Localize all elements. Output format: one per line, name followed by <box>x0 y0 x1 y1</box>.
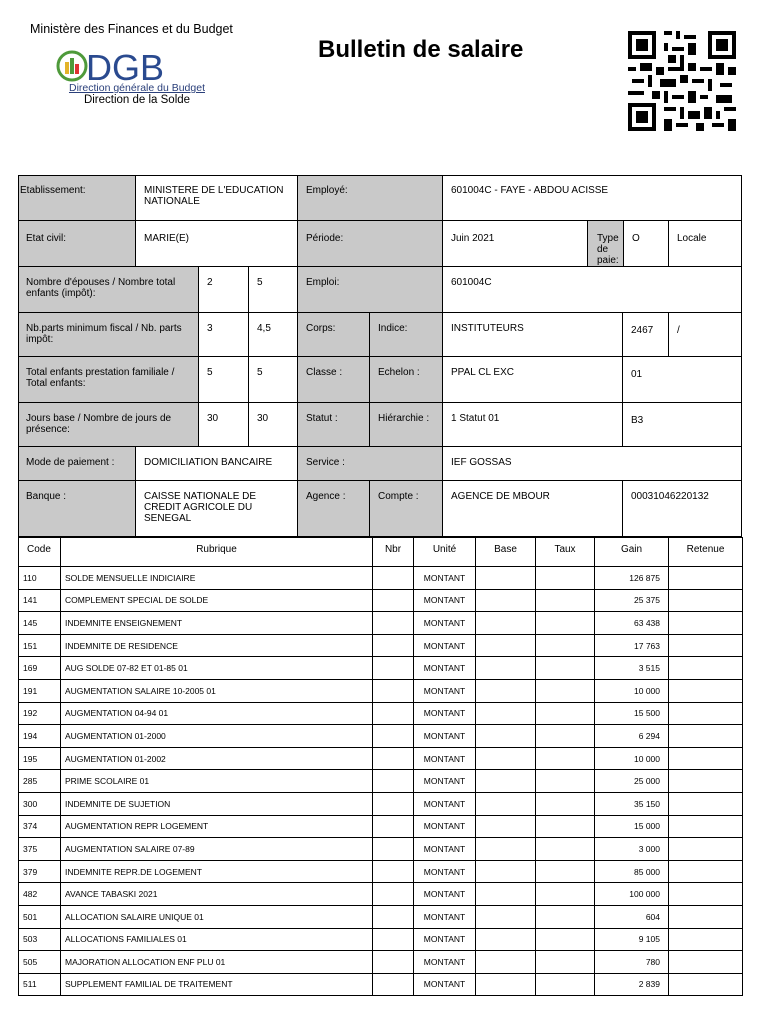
table-row <box>19 747 743 770</box>
type-paie-value: Locale <box>669 221 742 267</box>
row-rubrique: INDEMNITE ENSEIGNEMENT <box>61 612 373 635</box>
table-row <box>19 725 743 748</box>
row-code: 192 <box>19 702 61 725</box>
employe-value: 601004C - FAYE - ABDOU ACISSE <box>443 175 742 221</box>
row-gain: 9 105 <box>595 928 669 951</box>
jours-label: Jours base / Nombre de jours de présence: <box>18 403 199 447</box>
hierarchie-value: B3 <box>623 403 742 447</box>
row-code: 482 <box>19 883 61 906</box>
row-gain: 604 <box>595 905 669 928</box>
row-retenue <box>669 657 743 680</box>
row-rubrique: INDEMNITE DE RESIDENCE <box>61 634 373 657</box>
row-gain: 3 515 <box>595 657 669 680</box>
row-base <box>476 589 536 612</box>
column-header-nbr: Nbr <box>373 538 414 567</box>
row-retenue <box>669 951 743 974</box>
parts-value-1: 3 <box>199 313 249 357</box>
row-base <box>476 860 536 883</box>
hierarchie-label: Hiérarchie : <box>370 403 443 447</box>
row-rubrique: AUGMENTATION SALAIRE 07-89 <box>61 838 373 861</box>
qr-code-icon <box>628 30 736 132</box>
direction-name: Direction de la Solde <box>83 94 191 106</box>
column-header-gain: Gain <box>595 538 669 567</box>
table-row <box>19 770 743 793</box>
row-base <box>476 747 536 770</box>
compte-label: Compte : <box>370 481 443 537</box>
column-header-taux: Taux <box>536 538 595 567</box>
row-nbr <box>373 634 414 657</box>
table-row <box>19 973 743 996</box>
row-code: 505 <box>19 951 61 974</box>
mode-paiement-label: Mode de paiement : <box>18 447 136 481</box>
table-row <box>19 657 743 680</box>
row-rubrique: SOLDE MENSUELLE INDICIAIRE <box>61 567 373 590</box>
column-header-retenue: Retenue <box>669 538 743 567</box>
etat-civil-value: MARIE(E) <box>136 221 298 267</box>
row-nbr <box>373 702 414 725</box>
echelon-value: 01 <box>623 357 742 403</box>
row-taux <box>536 747 595 770</box>
row-nbr <box>373 860 414 883</box>
logo-text: DGB <box>86 47 165 88</box>
row-unite: MONTANT <box>414 860 476 883</box>
enfants-value-1: 5 <box>199 357 249 403</box>
row-retenue <box>669 725 743 748</box>
row-taux <box>536 792 595 815</box>
row-base <box>476 657 536 680</box>
emploi-label: Emploi: <box>298 267 443 313</box>
row-taux <box>536 951 595 974</box>
etablissement-value: MINISTERE DE L'EDUCATION NATIONALE <box>136 175 298 221</box>
row-gain: 10 000 <box>595 679 669 702</box>
table-row <box>19 951 743 974</box>
table-row <box>19 905 743 928</box>
row-nbr <box>373 928 414 951</box>
row-unite: MONTANT <box>414 883 476 906</box>
row-code: 141 <box>19 589 61 612</box>
row-rubrique: AUGMENTATION 04-94 01 <box>61 702 373 725</box>
row-taux <box>536 883 595 906</box>
row-base <box>476 838 536 861</box>
periode-value: Juin 2021 <box>443 221 588 267</box>
row-gain: 3 000 <box>595 838 669 861</box>
row-gain: 25 000 <box>595 770 669 793</box>
row-base <box>476 770 536 793</box>
row-nbr <box>373 883 414 906</box>
table-row <box>19 612 743 635</box>
row-unite: MONTANT <box>414 725 476 748</box>
row-gain: 126 875 <box>595 567 669 590</box>
row-gain: 2 839 <box>595 973 669 996</box>
row-base <box>476 951 536 974</box>
epouses-value-2: 5 <box>249 267 298 313</box>
row-taux <box>536 928 595 951</box>
row-retenue <box>669 589 743 612</box>
logo-subtitle: Direction générale du Budget <box>68 82 205 94</box>
row-rubrique: MAJORATION ALLOCATION ENF PLU 01 <box>61 951 373 974</box>
row-base <box>476 928 536 951</box>
indice-slash: / <box>669 313 742 357</box>
periode-label: Période: <box>298 221 443 267</box>
row-code: 501 <box>19 905 61 928</box>
column-header-unite: Unité <box>414 538 476 567</box>
parts-label: Nb.parts minimum fiscal / Nb. parts impôt: <box>18 313 199 357</box>
row-gain: 25 375 <box>595 589 669 612</box>
emploi-value: 601004C <box>443 267 742 313</box>
jours-value-2: 30 <box>249 403 298 447</box>
corps-value: INSTITUTEURS <box>443 313 623 357</box>
table-row <box>19 928 743 951</box>
row-rubrique: SUPPLEMENT FAMILIAL DE TRAITEMENT <box>61 973 373 996</box>
row-retenue <box>669 567 743 590</box>
banque-value: CAISSE NATIONALE DE CREDIT AGRICOLE DU SENEGAL <box>136 481 298 537</box>
row-rubrique: AUGMENTATION REPR LOGEMENT <box>61 815 373 838</box>
table-row <box>19 702 743 725</box>
row-code: 511 <box>19 973 61 996</box>
type-paie-label: Type de paie: <box>588 221 624 267</box>
row-unite: MONTANT <box>414 770 476 793</box>
table-row <box>19 589 743 612</box>
row-retenue <box>669 679 743 702</box>
employe-label: Employé: <box>298 175 443 221</box>
row-unite: MONTANT <box>414 567 476 590</box>
echelon-label: Echelon : <box>370 357 443 403</box>
row-gain: 10 000 <box>595 747 669 770</box>
table-header-row <box>19 538 743 567</box>
row-gain: 100 000 <box>595 883 669 906</box>
table-row <box>19 792 743 815</box>
row-gain: 17 763 <box>595 634 669 657</box>
row-gain: 15 000 <box>595 815 669 838</box>
etablissement-label: Etablissement: <box>18 175 136 221</box>
enfants-label: Total enfants prestation familiale / Total enfants: <box>18 357 199 403</box>
row-unite: MONTANT <box>414 634 476 657</box>
row-rubrique: COMPLEMENT SPECIAL DE SOLDE <box>61 589 373 612</box>
row-rubrique: AUGMENTATION SALAIRE 10-2005 01 <box>61 679 373 702</box>
row-unite: MONTANT <box>414 905 476 928</box>
row-nbr <box>373 973 414 996</box>
table-row <box>19 838 743 861</box>
row-taux <box>536 860 595 883</box>
row-retenue <box>669 612 743 635</box>
ministry-name: Ministère des Finances et du Budget <box>30 22 233 36</box>
epouses-label: Nombre d'épouses / Nombre total enfants (impôt): <box>18 267 199 313</box>
agence-label: Agence : <box>298 481 370 537</box>
row-retenue <box>669 702 743 725</box>
row-rubrique: ALLOCATION SALAIRE UNIQUE 01 <box>61 905 373 928</box>
row-retenue <box>669 747 743 770</box>
row-taux <box>536 589 595 612</box>
row-taux <box>536 612 595 635</box>
row-retenue <box>669 815 743 838</box>
row-base <box>476 883 536 906</box>
table-row <box>19 634 743 657</box>
row-retenue <box>669 860 743 883</box>
row-retenue <box>669 905 743 928</box>
row-unite: MONTANT <box>414 973 476 996</box>
row-gain: 6 294 <box>595 725 669 748</box>
page-title: Bulletin de salaire <box>318 36 524 63</box>
row-retenue <box>669 770 743 793</box>
row-rubrique: ALLOCATIONS FAMILIALES 01 <box>61 928 373 951</box>
row-code: 285 <box>19 770 61 793</box>
table-row <box>19 883 743 906</box>
row-code: 379 <box>19 860 61 883</box>
statut-value: 1 Statut 01 <box>443 403 623 447</box>
type-paie-code: O <box>624 221 669 267</box>
row-nbr <box>373 905 414 928</box>
table-row <box>19 860 743 883</box>
row-base <box>476 702 536 725</box>
row-gain: 15 500 <box>595 702 669 725</box>
indice-label: Indice: <box>370 313 443 357</box>
row-gain: 85 000 <box>595 860 669 883</box>
row-taux <box>536 770 595 793</box>
row-taux <box>536 973 595 996</box>
row-base <box>476 567 536 590</box>
row-base <box>476 634 536 657</box>
row-retenue <box>669 634 743 657</box>
table-row <box>19 567 743 590</box>
parts-value-2: 4,5 <box>249 313 298 357</box>
employee-info-grid <box>18 175 742 537</box>
row-unite: MONTANT <box>414 928 476 951</box>
row-rubrique: AVANCE TABASKI 2021 <box>61 883 373 906</box>
row-unite: MONTANT <box>414 792 476 815</box>
jours-value-1: 30 <box>199 403 249 447</box>
row-code: 195 <box>19 747 61 770</box>
row-rubrique: PRIME SCOLAIRE 01 <box>61 770 373 793</box>
row-base <box>476 792 536 815</box>
row-nbr <box>373 792 414 815</box>
row-code: 151 <box>19 634 61 657</box>
row-rubrique: INDEMNITE REPR.DE LOGEMENT <box>61 860 373 883</box>
table-row <box>19 679 743 702</box>
row-retenue <box>669 792 743 815</box>
row-base <box>476 815 536 838</box>
column-header-base: Base <box>476 538 536 567</box>
row-retenue <box>669 838 743 861</box>
row-nbr <box>373 951 414 974</box>
row-retenue <box>669 883 743 906</box>
row-unite: MONTANT <box>414 657 476 680</box>
row-code: 145 <box>19 612 61 635</box>
column-header-rubrique: Rubrique <box>61 538 373 567</box>
row-gain: 35 150 <box>595 792 669 815</box>
row-code: 194 <box>19 725 61 748</box>
row-nbr <box>373 770 414 793</box>
row-rubrique: AUGMENTATION 01-2000 <box>61 725 373 748</box>
row-taux <box>536 725 595 748</box>
indice-value: 2467 <box>623 313 669 357</box>
row-rubrique: INDEMNITE DE SUJETION <box>61 792 373 815</box>
row-code: 300 <box>19 792 61 815</box>
classe-value: PPAL CL EXC <box>443 357 623 403</box>
mode-paiement-value: DOMICILIATION BANCAIRE <box>136 447 298 481</box>
row-nbr <box>373 567 414 590</box>
row-taux <box>536 702 595 725</box>
row-rubrique: AUG SOLDE 07-82 ET 01-85 01 <box>61 657 373 680</box>
row-nbr <box>373 612 414 635</box>
row-taux <box>536 815 595 838</box>
row-nbr <box>373 747 414 770</box>
row-gain: 63 438 <box>595 612 669 635</box>
compte-value: 00031046220132 <box>623 481 742 537</box>
row-retenue <box>669 928 743 951</box>
row-unite: MONTANT <box>414 702 476 725</box>
etat-civil-label: Etat civil: <box>18 221 136 267</box>
row-gain: 780 <box>595 951 669 974</box>
row-unite: MONTANT <box>414 951 476 974</box>
row-base <box>476 612 536 635</box>
row-code: 110 <box>19 567 61 590</box>
row-nbr <box>373 589 414 612</box>
rubriques-table <box>18 537 742 996</box>
row-rubrique: AUGMENTATION 01-2002 <box>61 747 373 770</box>
row-base <box>476 905 536 928</box>
epouses-value-1: 2 <box>199 267 249 313</box>
row-taux <box>536 657 595 680</box>
service-label: Service : <box>298 447 443 481</box>
row-unite: MONTANT <box>414 589 476 612</box>
logo-emblem-icon <box>58 52 86 80</box>
service-value: IEF GOSSAS <box>443 447 742 481</box>
row-code: 375 <box>19 838 61 861</box>
row-nbr <box>373 679 414 702</box>
row-retenue <box>669 973 743 996</box>
row-nbr <box>373 725 414 748</box>
agence-value: AGENCE DE MBOUR <box>443 481 623 537</box>
row-taux <box>536 567 595 590</box>
enfants-value-2: 5 <box>249 357 298 403</box>
classe-label: Classe : <box>298 357 370 403</box>
row-base <box>476 679 536 702</box>
row-nbr <box>373 657 414 680</box>
statut-label: Statut : <box>298 403 370 447</box>
row-unite: MONTANT <box>414 815 476 838</box>
row-nbr <box>373 815 414 838</box>
row-unite: MONTANT <box>414 679 476 702</box>
row-taux <box>536 634 595 657</box>
row-unite: MONTANT <box>414 747 476 770</box>
column-header-code: Code <box>19 538 61 567</box>
row-code: 191 <box>19 679 61 702</box>
row-code: 503 <box>19 928 61 951</box>
row-nbr <box>373 838 414 861</box>
row-base <box>476 973 536 996</box>
row-unite: MONTANT <box>414 612 476 635</box>
row-taux <box>536 838 595 861</box>
row-taux <box>536 905 595 928</box>
row-taux <box>536 679 595 702</box>
row-code: 374 <box>19 815 61 838</box>
banque-label: Banque : <box>18 481 136 537</box>
corps-label: Corps: <box>298 313 370 357</box>
table-row <box>19 815 743 838</box>
row-code: 169 <box>19 657 61 680</box>
row-base <box>476 725 536 748</box>
row-unite: MONTANT <box>414 838 476 861</box>
